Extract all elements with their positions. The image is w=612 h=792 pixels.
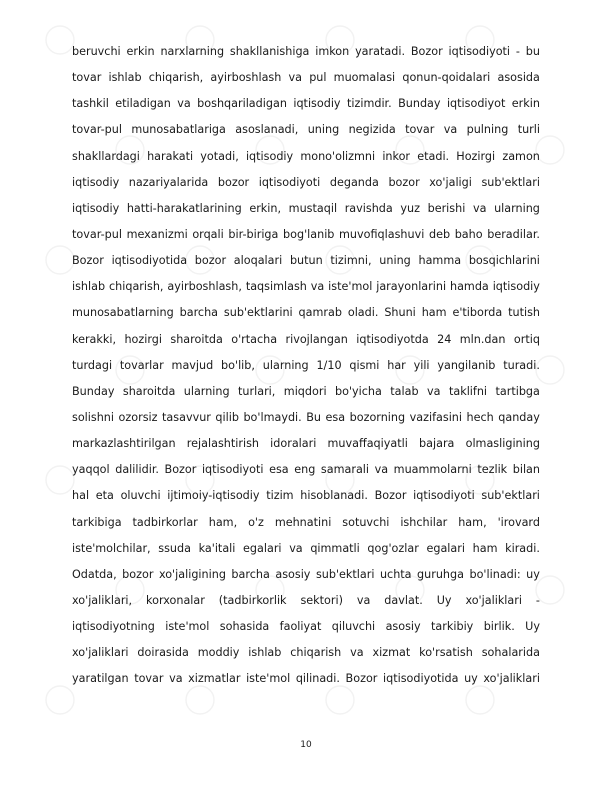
word: sharoitda <box>170 332 223 346</box>
word: bosqichlarini <box>468 254 540 268</box>
word: xo'jaliklari <box>483 672 540 686</box>
word: bozorning <box>349 410 406 424</box>
word: iqtisodiyotning <box>72 620 155 634</box>
word: nazariyalarida <box>128 175 209 189</box>
word: Odatda, <box>72 567 117 581</box>
word: iqtisodiyotida <box>111 254 188 268</box>
text-line <box>72 353 540 379</box>
word: bo'lmaydi. <box>243 410 302 424</box>
word: asoslanadi, <box>235 123 299 137</box>
word: ozorsiz <box>118 410 158 424</box>
word: tizimdir. <box>346 97 392 111</box>
word: egalari <box>243 541 282 555</box>
word: erkin <box>511 97 540 111</box>
text-line <box>72 562 540 588</box>
word: qilib <box>215 410 239 424</box>
word: iste'mol <box>246 672 291 686</box>
word: erkin, <box>249 201 282 215</box>
word: bozor <box>122 567 154 581</box>
text-line <box>72 510 540 536</box>
word: jarayonlarini <box>376 280 447 294</box>
word: inkor <box>382 149 411 163</box>
word: baho <box>454 227 483 241</box>
word: yotadi, <box>200 149 239 163</box>
word: iqtisodiy <box>492 280 540 294</box>
word: yaqqol <box>72 463 110 477</box>
word: Bozor <box>374 489 407 503</box>
word: butun <box>289 254 323 268</box>
word: iqtisodiy <box>72 201 120 215</box>
word: tovarlar <box>119 358 164 372</box>
word: uy <box>464 672 478 686</box>
word: va <box>288 71 303 85</box>
text-line <box>72 300 540 326</box>
word: ortiq <box>513 332 540 346</box>
word: uchta <box>379 567 412 581</box>
word: uy <box>526 567 540 581</box>
word: Shuni <box>384 306 416 320</box>
word: uning <box>379 254 411 268</box>
word: oluvchi <box>120 489 161 503</box>
word: o'z <box>248 515 264 529</box>
document-body <box>72 39 540 693</box>
word: egalari <box>426 541 465 555</box>
word: Hozirgi <box>456 149 496 163</box>
word: taklifni <box>448 384 488 398</box>
word: tasavvur <box>162 410 211 424</box>
word: Uy <box>525 620 540 634</box>
word: xo'jaliklari <box>72 646 129 660</box>
text-line <box>72 405 540 431</box>
word: yangilanib <box>437 358 496 372</box>
word: bog'lanib <box>283 227 335 241</box>
word: eng <box>294 463 316 477</box>
word: ishlab <box>248 646 282 660</box>
word: yaratilgan <box>72 672 129 686</box>
text-line <box>72 640 540 666</box>
word: bozor <box>194 254 227 268</box>
word: tovar-pul <box>72 123 122 137</box>
text-line <box>72 196 540 222</box>
word: rejalashtirish <box>186 437 259 451</box>
word: esa <box>269 463 289 477</box>
word: Bozor <box>345 672 378 686</box>
word: tizimni, <box>330 254 372 268</box>
word: bozor <box>388 175 420 189</box>
word: va <box>169 672 183 686</box>
word: birlik. <box>483 620 515 634</box>
word: asosiy <box>385 620 421 634</box>
word: Bozor <box>164 463 197 477</box>
word: hal <box>72 489 90 503</box>
word: shakllanishiga <box>229 45 310 58</box>
word: yuz <box>400 201 420 215</box>
word: hatti-harakatlarining <box>126 201 242 215</box>
word: pulning <box>466 123 509 137</box>
word: iste'molchilar, <box>72 541 151 555</box>
word: talab <box>390 384 419 398</box>
word: munosabatlariga <box>131 123 226 137</box>
text-line <box>72 39 540 65</box>
word: mustaqil <box>288 201 338 215</box>
word: turadi. <box>503 358 540 372</box>
word: vazifasini <box>409 410 462 424</box>
word: bo'linadi: <box>469 567 521 581</box>
word: tadbirkorlar <box>132 515 198 529</box>
word: ularning <box>183 384 230 398</box>
text-line <box>72 222 540 248</box>
word: va <box>427 384 441 398</box>
word: turlari, <box>238 384 276 398</box>
word: sub'ektlari <box>315 567 375 581</box>
word: bajara <box>419 437 455 451</box>
word: iqtisodiyoti <box>201 463 264 477</box>
text-line <box>72 431 540 457</box>
word: iqtisodiy <box>245 149 294 163</box>
word: etadi. <box>417 149 450 163</box>
word: o'rtacha <box>231 332 278 346</box>
word: va <box>472 201 487 215</box>
word: va <box>356 593 371 607</box>
word: boshqariladigan <box>197 97 287 111</box>
word: sub'ektlari <box>481 175 540 189</box>
text-line <box>72 144 540 170</box>
word: tartibga <box>495 384 540 398</box>
word: ishchilar <box>400 515 448 529</box>
text-line <box>72 248 540 274</box>
word: mehnatini <box>274 515 332 529</box>
text-line <box>72 483 540 509</box>
word: va <box>310 280 325 294</box>
word: bo'lib, <box>221 358 255 372</box>
word: iqtisodiyotida <box>382 672 459 686</box>
word: muammolarni <box>393 463 472 477</box>
word: olmasligining <box>465 437 540 451</box>
word: ishlab <box>72 280 106 294</box>
word: tovar <box>405 123 435 137</box>
word: qog'ozlar <box>367 541 419 555</box>
word: hech <box>466 410 494 424</box>
word: samarali <box>320 463 370 477</box>
word: xo'jaliklari, <box>72 593 133 607</box>
word: sektori) <box>300 593 343 607</box>
word: asosiy <box>275 567 311 581</box>
word: qilinadi. <box>295 672 340 686</box>
word: xo'jaligi <box>429 175 472 189</box>
word: va <box>443 123 458 137</box>
word: va <box>350 646 364 660</box>
word: muvaffaqiyatli <box>327 437 408 451</box>
word: tutish <box>508 306 540 320</box>
word: 'irovard <box>497 515 540 529</box>
word: bilan <box>512 463 540 477</box>
word: Bu <box>306 410 322 424</box>
word: oladi. <box>347 306 379 320</box>
word: tizim <box>266 489 294 503</box>
word: chiqarish, <box>109 280 164 294</box>
word: - <box>535 593 540 607</box>
word: aloqalari <box>233 254 283 268</box>
word: shakllardagi <box>72 149 140 163</box>
word: tarkibiga <box>72 515 122 529</box>
word: 24 <box>437 332 452 346</box>
word: kiradi. <box>505 541 540 555</box>
word: ka'itali <box>198 541 236 555</box>
word: guruhga <box>417 567 464 581</box>
word: bir-biriga <box>228 227 279 241</box>
word: beradilar. <box>487 227 540 241</box>
word: qanday <box>498 410 540 424</box>
word: iqtisodiyoti <box>448 45 511 58</box>
word: mavjud <box>171 358 214 372</box>
word: qimmatli <box>310 541 360 555</box>
word: iqtisodiyoti <box>258 175 321 189</box>
text-line <box>72 666 540 692</box>
word: iqtisodiy <box>293 97 341 111</box>
word: - <box>515 45 520 58</box>
word: hamma <box>418 254 462 268</box>
word: tarkibiy <box>431 620 474 634</box>
text-line <box>72 614 540 640</box>
word: tashkil <box>72 97 109 111</box>
word: (tadbirkorlik <box>218 593 287 607</box>
word: Bozor <box>72 254 104 268</box>
word: va <box>177 97 191 111</box>
word: chiqarish <box>290 646 342 660</box>
word: harakati <box>147 149 194 163</box>
word: iqtisodiyot <box>446 97 506 111</box>
word: ko'rsatish <box>419 646 473 660</box>
word: uning <box>307 123 340 137</box>
word: imkon <box>315 45 350 58</box>
word: Uy <box>436 593 452 607</box>
word: qonun-qoidalari <box>402 71 491 85</box>
word: hozirgi <box>124 332 162 346</box>
word: xo'jaliklari <box>465 593 522 607</box>
word: asosida <box>497 71 540 85</box>
word: eta <box>95 489 114 503</box>
word: moddiy <box>197 646 240 660</box>
word: sharoitda <box>122 384 176 398</box>
word: tovar-pul <box>72 227 122 241</box>
word: iqtisodiyotda <box>356 332 429 346</box>
word: sub'ektlari <box>481 489 540 503</box>
word: turli <box>517 123 540 137</box>
word: sotuvchi <box>342 515 390 529</box>
word: xizmatlar <box>188 672 241 686</box>
word: iqtisodiyoti <box>413 489 475 503</box>
word: idoralari <box>270 437 317 451</box>
word: Bozor <box>410 45 443 58</box>
word: Bunday <box>72 384 115 398</box>
word: bozor <box>217 175 250 189</box>
word: rivojlangan <box>285 332 348 346</box>
word: sohalarida <box>481 646 540 660</box>
word: deganda <box>329 175 379 189</box>
word: beruvchi <box>72 45 121 58</box>
word: deb <box>428 227 451 241</box>
word: yili <box>413 358 430 372</box>
word: orqali <box>192 227 224 241</box>
word: ularning <box>262 358 309 372</box>
word: erkin <box>126 45 155 58</box>
word: xizmat <box>372 646 411 660</box>
word: 1/10 <box>316 358 342 372</box>
text-line <box>72 457 540 483</box>
text-line <box>72 274 540 300</box>
word: davlat. <box>384 593 423 607</box>
word: va <box>289 541 303 555</box>
word: tovar <box>134 672 164 686</box>
word: qamrab <box>298 306 342 320</box>
word: iqtisodiy <box>72 175 120 189</box>
word: solishni <box>72 410 115 424</box>
word: sohasida <box>219 620 270 634</box>
word: hamda <box>449 280 489 294</box>
word: mln.dan <box>459 332 506 346</box>
text-line <box>72 379 540 405</box>
word: muomalasi <box>333 71 396 85</box>
word: ham, <box>458 515 487 529</box>
word: ham <box>421 306 447 320</box>
word: hisoblanadi. <box>300 489 368 503</box>
word: ayirboshlash, <box>167 280 242 294</box>
word: narxlarning <box>160 45 225 58</box>
word: har <box>387 358 406 372</box>
word: barcha <box>179 306 219 320</box>
text-line <box>72 65 540 91</box>
word: miqdori <box>283 384 327 398</box>
word: qiluvchi <box>331 620 376 634</box>
word: negizida <box>348 123 396 137</box>
word: bo'yicha <box>335 384 382 398</box>
word: yaratadi. <box>355 45 406 58</box>
word: muvofiqlashuvi <box>339 227 425 241</box>
word: qismi <box>349 358 380 372</box>
word: mono'olizmni <box>300 149 376 163</box>
word: ravishda <box>344 201 393 215</box>
word: sub'ektlarini <box>223 306 293 320</box>
word: kerakki, <box>72 332 117 346</box>
word: tezlik <box>477 463 508 477</box>
word: ham, <box>208 515 238 529</box>
word: etiladigan <box>115 97 171 111</box>
word: taqsimlash <box>245 280 307 294</box>
word: korxonalar <box>146 593 205 607</box>
text-line <box>72 117 540 143</box>
word: dalilidir. <box>115 463 159 477</box>
word: turdagi <box>72 358 113 372</box>
word: ayirboshlash <box>210 71 282 85</box>
word: ularning <box>494 201 540 215</box>
text-line <box>72 588 540 614</box>
word: tovar <box>72 71 102 85</box>
word: iste'mol <box>328 280 373 294</box>
word: iste'mol <box>165 620 210 634</box>
text-line <box>72 536 540 562</box>
word: esa <box>325 410 346 424</box>
word: pul <box>309 71 327 85</box>
word: berishi <box>427 201 466 215</box>
word: mexanizmi <box>126 227 188 241</box>
text-line <box>72 170 540 196</box>
word: markazlashtirilgan <box>72 437 176 451</box>
word: ham <box>472 541 498 555</box>
word: zamon <box>502 149 540 163</box>
text-line <box>72 327 540 353</box>
word: bu <box>525 45 540 58</box>
word: e'tiborda <box>452 306 503 320</box>
word: ssuda <box>158 541 191 555</box>
word: munosabatlarning <box>72 306 174 320</box>
word: barcha <box>231 567 270 581</box>
word: va <box>374 463 389 477</box>
word: faoliyat <box>279 620 322 634</box>
word: doirasida <box>137 646 189 660</box>
word: Bunday <box>398 97 441 111</box>
word: xo'jaligining <box>158 567 226 581</box>
word: chiqarish, <box>148 71 204 85</box>
page-number: 10 <box>300 740 312 750</box>
text-line <box>72 91 540 117</box>
word: ijtimoiy-iqtisodiy <box>167 489 260 503</box>
word: ishlab <box>108 71 142 85</box>
